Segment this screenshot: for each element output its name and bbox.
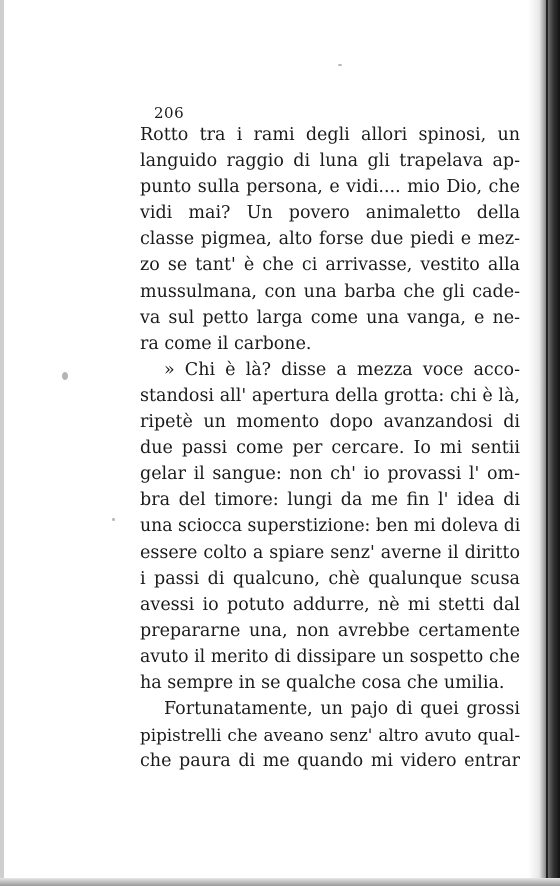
text-line: Rotto tra i rami degli allori spinosi, un bbox=[140, 125, 520, 145]
text-line: essere colto a spiare senz' averne il diritto bbox=[140, 542, 520, 563]
text-line: ra come il carbone. bbox=[140, 333, 312, 354]
text-line: bra del timore: lungi da me fin l' idea di bbox=[140, 490, 520, 511]
text-line: due passi come per cercare. Io mi sentii bbox=[140, 438, 520, 459]
text-line: languido raggio di luna gli trapelava ap- bbox=[140, 151, 520, 172]
text-line: prepararne una, non avrebbe certamente bbox=[140, 620, 520, 641]
text-line: pipistrelli che aveano senz' altro avuto qual- bbox=[140, 725, 520, 746]
text-line: ha sempre in se qualche cosa che umilia. bbox=[140, 672, 505, 693]
paper-speck bbox=[338, 64, 342, 66]
page-left-edge bbox=[0, 0, 4, 886]
book-binding-shadow bbox=[528, 0, 560, 886]
text-line: avuto il merito di dissipare un sospetto che bbox=[140, 646, 520, 667]
text-line: ripetè un momento dopo avanzandosi di bbox=[140, 412, 520, 433]
text-line: punto sulla persona, e vidi.... mio Dio, che bbox=[140, 177, 520, 198]
text-line: gelar il sangue: non ch' io provassi l' om- bbox=[140, 464, 520, 485]
text-line: standosi all' apertura della grotta: chi è là, bbox=[140, 385, 520, 406]
text-line: classe pigmea, alto forse due piedi e mez- bbox=[140, 229, 520, 250]
text-line: che paura di me quando mi videro entrar bbox=[140, 751, 520, 772]
text-line: avessi io potuto addurre, nè mi stetti dal bbox=[140, 594, 520, 615]
page-text bbox=[140, 104, 520, 774]
text-line: vidi mai? Un povero animaletto della bbox=[140, 203, 520, 224]
text-line: zo se tant' è che ci arrivasse, vestito alla bbox=[140, 255, 520, 276]
page-bottom-edge bbox=[0, 878, 560, 886]
text-line: i passi di qualcuno, chè qualunque scusa bbox=[140, 568, 520, 589]
paper-speck bbox=[62, 372, 68, 380]
text-line: Fortunatamente, un pajo di quei grossi bbox=[164, 699, 520, 720]
text-line: una sciocca superstizione: ben mi doleva di bbox=[140, 516, 521, 537]
binding-edge-line bbox=[546, 0, 548, 886]
text-lines bbox=[140, 122, 520, 774]
text-line: » Chi è là? disse a mezza voce acco- bbox=[164, 359, 520, 380]
text-line: va sul petto larga come una vanga, e ne- bbox=[140, 307, 520, 328]
text-line: mussulmana, con una barba che gli cade- bbox=[140, 281, 520, 302]
paper-speck bbox=[112, 518, 115, 521]
page-number: 206 bbox=[154, 104, 185, 122]
